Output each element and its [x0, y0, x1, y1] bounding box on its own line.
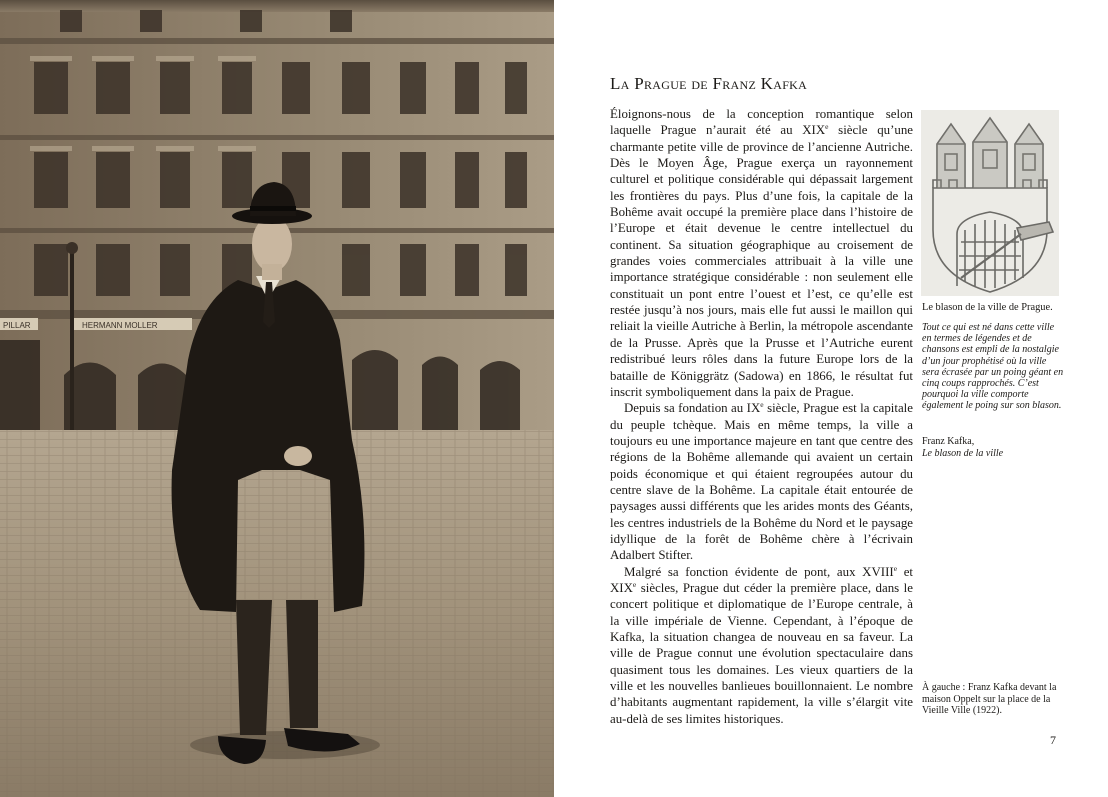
paragraph-3: Malgré sa fonction évidente de pont, aux XVIIIe et XIXe siècles, Prague dut céder la première place, dans le concert politique et diplomatique de l’Europe centrale, à la ville impériale de Vienne. Cependant, à l’époque de Kafka, la situation changea de nouveau en sa faveur. La ville de Prague connut une évolution spectaculaire dans quasiment tous les domaines. Les vieux quartiers de la ville et les nouvelles banlieues bouillonnaient. Le nombre d’habitants augmentant rapidement, la ville s’élargit vite au-delà de ses limites historiques.	[610, 563, 914, 726]
page-number: 7	[1050, 733, 1056, 747]
page-title: La Prague de Franz Kafka	[610, 74, 808, 93]
paragraph-1: Éloignons-nous de la conception romantique selon laquelle Prague n’aurait été au XIXe siècle qu’une charmante petite ville de province de l’ancienne Autriche. Dès le Moyen Âge, Prague exerça un rayonnement culturel et politique considérable qui dépassait largement les frontières du pays. Plus d’une fois, la capitale de la Bohême avait occupé la première place dans l’histoire de l’Europe et était devenue le centre intellectuel du continent. Sa situation géographique au croisement de grandes voies commerciales attribuait à la ville une importance stratégique considérable : non seulement elle constituait un pont entre l’ouest et l’est, ce qu’elle est restée jusqu’à nos jours, mais elle fut aussi le maillon qui reliait la vieille Autriche à Berlin, la métropole ascendante de la Prusse. Après que la Prusse et l’Autriche eurent redistribué leurs rôles dans la future Europe lors de la bataille de Königgrätz (Sadowa) en 1866, le résultat fut inscrit symboliquement dans la paix de Prague.	[610, 107, 913, 399]
quote-attribution	[922, 436, 1062, 459]
paragraph-2: Depuis sa fondation au IXe siècle, Prague est la capitale du peuple tchèque. Mais en même temps, la ville a toujours eu une importance majeure en tant que centre des régions de la Bohême allemande qui avaient un certain poids économique et qui étaient regroupées autour du centre slave de la Bohême. La capitale était entourée de paysages aussi différents que les arides monts des Géants, les centres industriels de la Bohême du Nord et le paysage idyllique de la forêt de Bohême chère à l’écrivain Adalbert Stifter.	[610, 400, 913, 563]
shop-sign-left: PILLAR	[3, 321, 31, 330]
quote-author: Franz Kafka,	[922, 436, 975, 447]
photo-caption: À gauche : Franz Kafka devant la maison Oppelt sur la place de la Vieille Ville (1922).	[922, 682, 1057, 716]
shop-sign-right: HERMANN MOLLER	[82, 321, 158, 330]
prague-coat-of-arms-icon	[921, 110, 1059, 296]
article-body	[610, 106, 913, 727]
kafka-quote: Tout ce qui est né dans cette ville en termes de légendes et de chansons est empli de la nostalgie d’un jour prophétisé où la ville sera écrasée par un poing géant en cinq coups rapprochés. C’est pourquoi la ville comporte également le poing sur son blason.	[922, 322, 1064, 412]
crest-caption: Le blason de la ville de Prague.	[922, 302, 1053, 313]
quote-work-title: Le blason de la ville	[922, 447, 1004, 459]
